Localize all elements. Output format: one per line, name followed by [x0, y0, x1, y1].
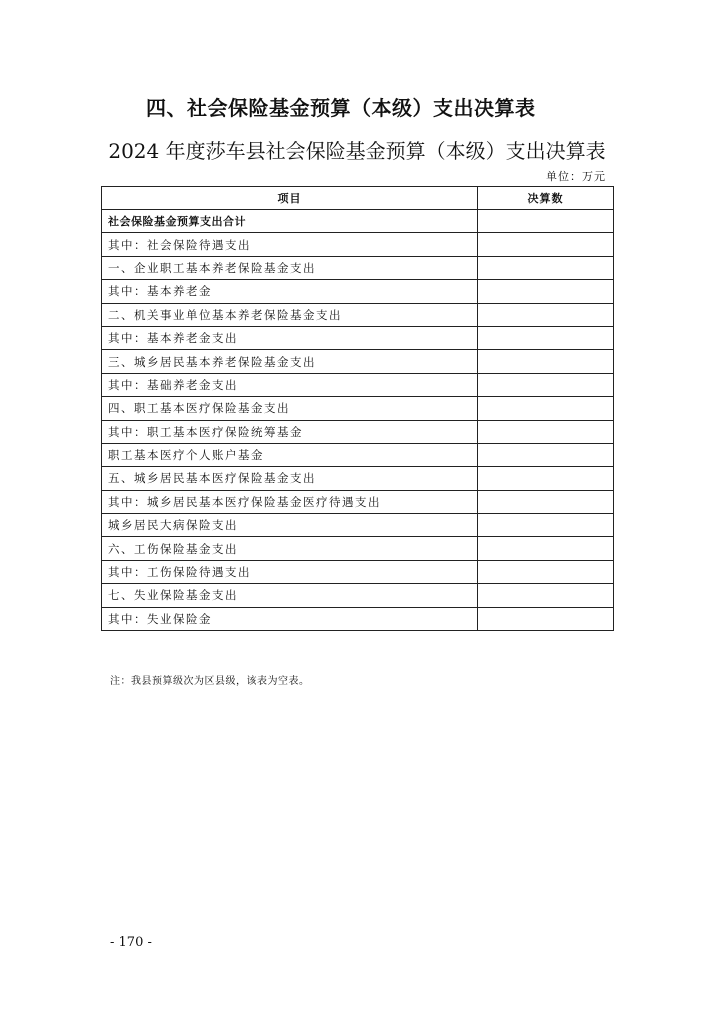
- row-item-label: 六、工伤保险基金支出: [102, 537, 478, 560]
- row-item-label: 三、城乡居民基本养老保险基金支出: [102, 350, 478, 373]
- row-item-label: 其中：工伤保险待遇支出: [102, 560, 478, 583]
- row-item-label: 二、机关事业单位基本养老保险基金支出: [102, 303, 478, 326]
- section-title: 四、社会保险基金预算（本级）支出决算表: [146, 96, 536, 120]
- table-row: [102, 537, 614, 560]
- row-amount-cell: [478, 560, 614, 583]
- table-row: [102, 397, 614, 420]
- row-item-label: 职工基本医疗个人账户基金: [102, 443, 478, 466]
- row-item-label: 社会保险基金预算支出合计: [102, 210, 478, 233]
- table-row: [102, 350, 614, 373]
- column-header-item: 项目: [102, 187, 478, 210]
- row-item-label: 其中：基本养老金支出: [102, 326, 478, 349]
- row-item-label: 一、企业职工基本养老保险基金支出: [102, 256, 478, 279]
- table-row: [102, 607, 614, 630]
- row-item-label: 其中：城乡居民基本医疗保险基金医疗待遇支出: [102, 490, 478, 513]
- table-row: [102, 280, 614, 303]
- row-amount-cell: [478, 467, 614, 490]
- table-row: [102, 233, 614, 256]
- table-body: [102, 210, 614, 631]
- table-row: [102, 443, 614, 466]
- table-row: [102, 584, 614, 607]
- row-amount-cell: [478, 584, 614, 607]
- footnote: 注：我县预算级次为区县级，该表为空表。: [110, 676, 310, 687]
- table-row: [102, 514, 614, 537]
- row-amount-cell: [478, 537, 614, 560]
- table-row: [102, 326, 614, 349]
- table-row: [102, 256, 614, 279]
- row-amount-cell: [478, 397, 614, 420]
- row-amount-cell: [478, 514, 614, 537]
- unit-label: 单位：万元: [546, 170, 606, 183]
- row-item-label: 四、职工基本医疗保险基金支出: [102, 397, 478, 420]
- table-row: [102, 467, 614, 490]
- table-row: [102, 303, 614, 326]
- column-header-amount: 决算数: [478, 187, 614, 210]
- table-row: [102, 210, 614, 233]
- row-amount-cell: [478, 607, 614, 630]
- row-amount-cell: [478, 303, 614, 326]
- row-amount-cell: [478, 256, 614, 279]
- row-item-label: 其中：职工基本医疗保险统筹基金: [102, 420, 478, 443]
- table-title: 2024 年度莎车县社会保险基金预算（本级）支出决算表: [108, 139, 606, 163]
- table-row: [102, 490, 614, 513]
- row-amount-cell: [478, 326, 614, 349]
- row-item-label: 其中：基础养老金支出: [102, 373, 478, 396]
- row-amount-cell: [478, 280, 614, 303]
- row-item-label: 七、失业保险基金支出: [102, 584, 478, 607]
- row-item-label: 其中：基本养老金: [102, 280, 478, 303]
- row-item-label: 五、城乡居民基本医疗保险基金支出: [102, 467, 478, 490]
- row-item-label: 其中：社会保险待遇支出: [102, 233, 478, 256]
- row-amount-cell: [478, 233, 614, 256]
- row-item-label: 其中：失业保险金: [102, 607, 478, 630]
- table-row: [102, 373, 614, 396]
- row-item-label: 城乡居民大病保险支出: [102, 514, 478, 537]
- table-row: [102, 560, 614, 583]
- budget-table: [101, 186, 614, 631]
- table-row: [102, 420, 614, 443]
- row-amount-cell: [478, 443, 614, 466]
- row-amount-cell: [478, 210, 614, 233]
- page-number: - 170 -: [110, 935, 152, 950]
- row-amount-cell: [478, 350, 614, 373]
- row-amount-cell: [478, 420, 614, 443]
- row-amount-cell: [478, 373, 614, 396]
- row-amount-cell: [478, 490, 614, 513]
- table-header-row: [102, 187, 614, 210]
